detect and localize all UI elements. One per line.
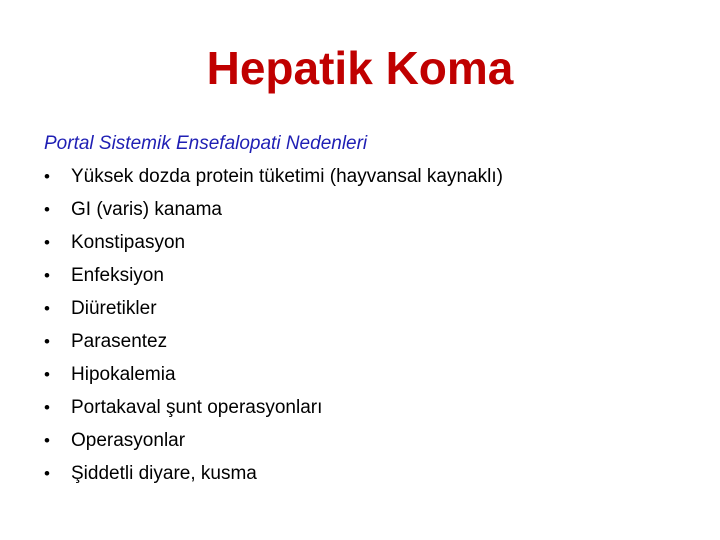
bullet-icon: • [44, 464, 50, 483]
list-item-text: Enfeksiyon [71, 265, 164, 286]
list-item [44, 226, 503, 259]
bullet-icon: • [44, 233, 50, 252]
list-item-text: Portakaval şunt operasyonları [71, 397, 323, 418]
bullet-icon: • [44, 398, 50, 417]
list-item [44, 160, 503, 193]
bullet-icon: • [44, 332, 50, 351]
list-item-text: GI (varis) kanama [71, 199, 222, 220]
list-item [44, 193, 503, 226]
list-item [44, 391, 503, 424]
bullet-icon: • [44, 365, 50, 384]
list-item [44, 424, 503, 457]
slide-title: Hepatik Koma [206, 42, 514, 94]
list-item-text: Şiddetli diyare, kusma [71, 463, 257, 484]
list-item-text: Konstipasyon [71, 232, 186, 253]
slide-subtitle: Portal Sistemik Ensefalopati Nedenleri [44, 133, 368, 154]
list-item-text: Hipokalemia [71, 364, 176, 385]
list-item [44, 259, 503, 292]
bullet-list [44, 160, 503, 490]
bullet-icon: • [44, 200, 50, 219]
list-item [44, 325, 503, 358]
bullet-icon: • [44, 266, 50, 285]
bullet-icon: • [44, 167, 50, 186]
bullet-icon: • [44, 299, 50, 318]
list-item-text: Parasentez [71, 331, 168, 352]
list-item [44, 358, 503, 391]
list-item-text: Diüretikler [71, 298, 157, 319]
list-item [44, 292, 503, 325]
bullet-icon: • [44, 431, 50, 450]
list-item-text: Operasyonlar [71, 430, 186, 451]
list-item [44, 457, 503, 490]
list-item-text: Yüksek dozda protein tüketimi (hayvansal kaynaklı) [71, 166, 503, 187]
